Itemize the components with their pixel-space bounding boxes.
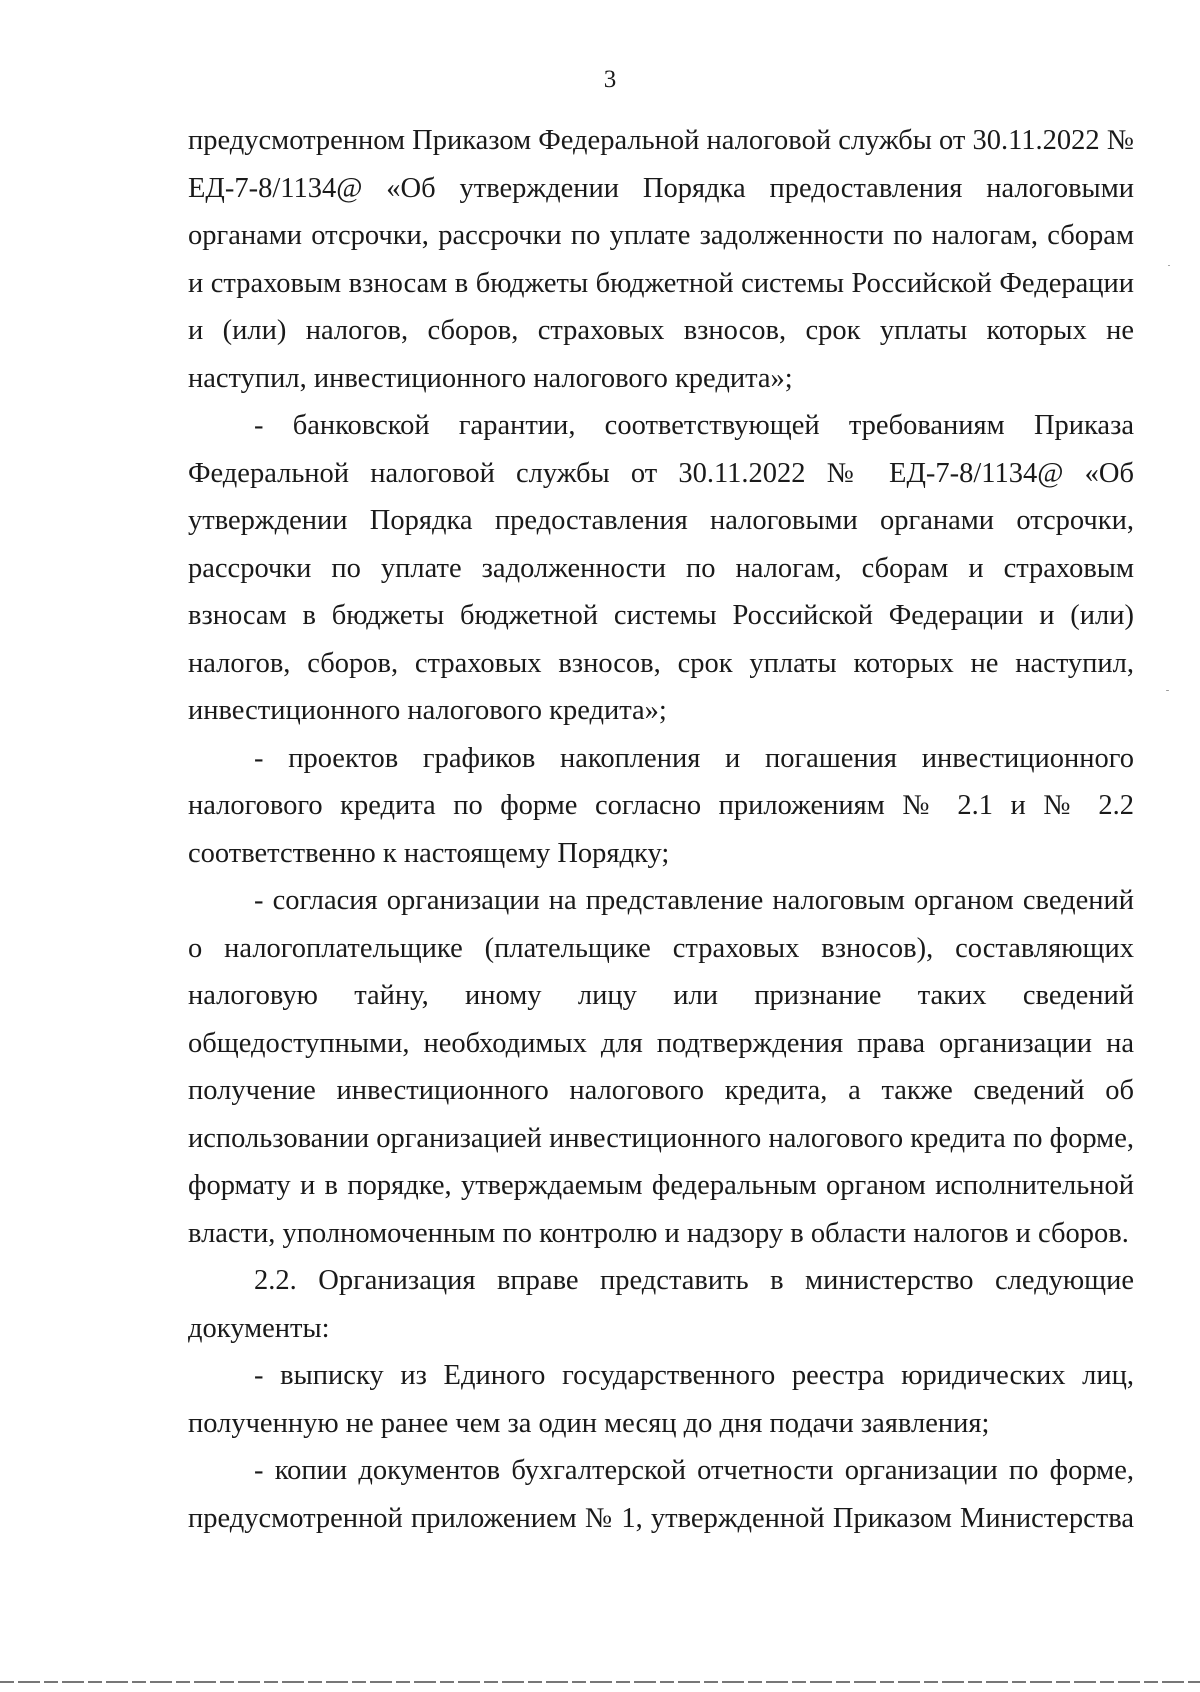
paragraph-egrul-extract: - выписку из Единого государственного реестра юридических лиц, полученную не ранее чем за один месяц до дня подачи заявления;: [188, 1360, 1134, 1439]
paragraph-consent: - согласия организации на представление налоговым органом сведений о налогоплательщике (плательщике страховых взносов), составляющих налоговую тайну, иному лицу или признание таких сведений общедоступными, необходимых для подтверждения права организации на получение инвестиционного налогового кредита, а также сведений об использовании организацией инвестиционного налогового кредита по форме, формату и в порядке, утверждаемым федеральным органом исполнительной власти, уполномоченным по контролю и надзору в области налогов и сборов.: [188, 885, 1134, 1249]
paragraph-accounting-copies: - копии документов бухгалтерской отчетности организации по форме, предусмотренной приложением № 1, утвержденной Приказом Министерства: [188, 1455, 1134, 1534]
scan-bottom-edge: [0, 1681, 1200, 1683]
page-number: 3: [603, 66, 617, 93]
scan-speck: [1168, 265, 1170, 266]
paragraph-bank-guarantee: - банковской гарантии, соответствующей требованиям Приказа Федеральной налоговой службы от 30.11.2022 № ЕД-7-8/1134@ «Об утверждении Порядка предоставления налоговыми органами отсрочки, рассрочки по уплате задолженности по налогам, сборам и страховым взносам в бюджеты бюджетной системы Российской Федерации и (или) налогов, сборов, страховых взносов, срок уплаты которых не наступил, инвестиционного налогового кредита»;: [188, 410, 1134, 726]
paragraph-continuation: предусмотренном Приказом Федеральной налоговой службы от 30.11.2022 № ЕД-7-8/1134@ «Об утверждении Порядка предоставления налоговыми органами отсрочки, рассрочки по уплате задолженности по налогам, сборам и страховым взносам в бюджеты бюджетной системы Российской Федерации и (или) налогов, сборов, страховых взносов, срок уплаты которых не наступил, инвестиционного налогового кредита»;: [188, 125, 1134, 394]
scan-speck: [1166, 690, 1169, 691]
paragraph-section-2-2: 2.2. Организация вправе представить в министерство следующие документы:: [188, 1265, 1134, 1344]
document-body: [188, 117, 1134, 1542]
paragraph-schedule-drafts: - проектов графиков накопления и погашения инвестиционного налогового кредита по форме согласно приложениям № 2.1 и № 2.2 соответственно к настоящему Порядку;: [188, 742, 1134, 869]
